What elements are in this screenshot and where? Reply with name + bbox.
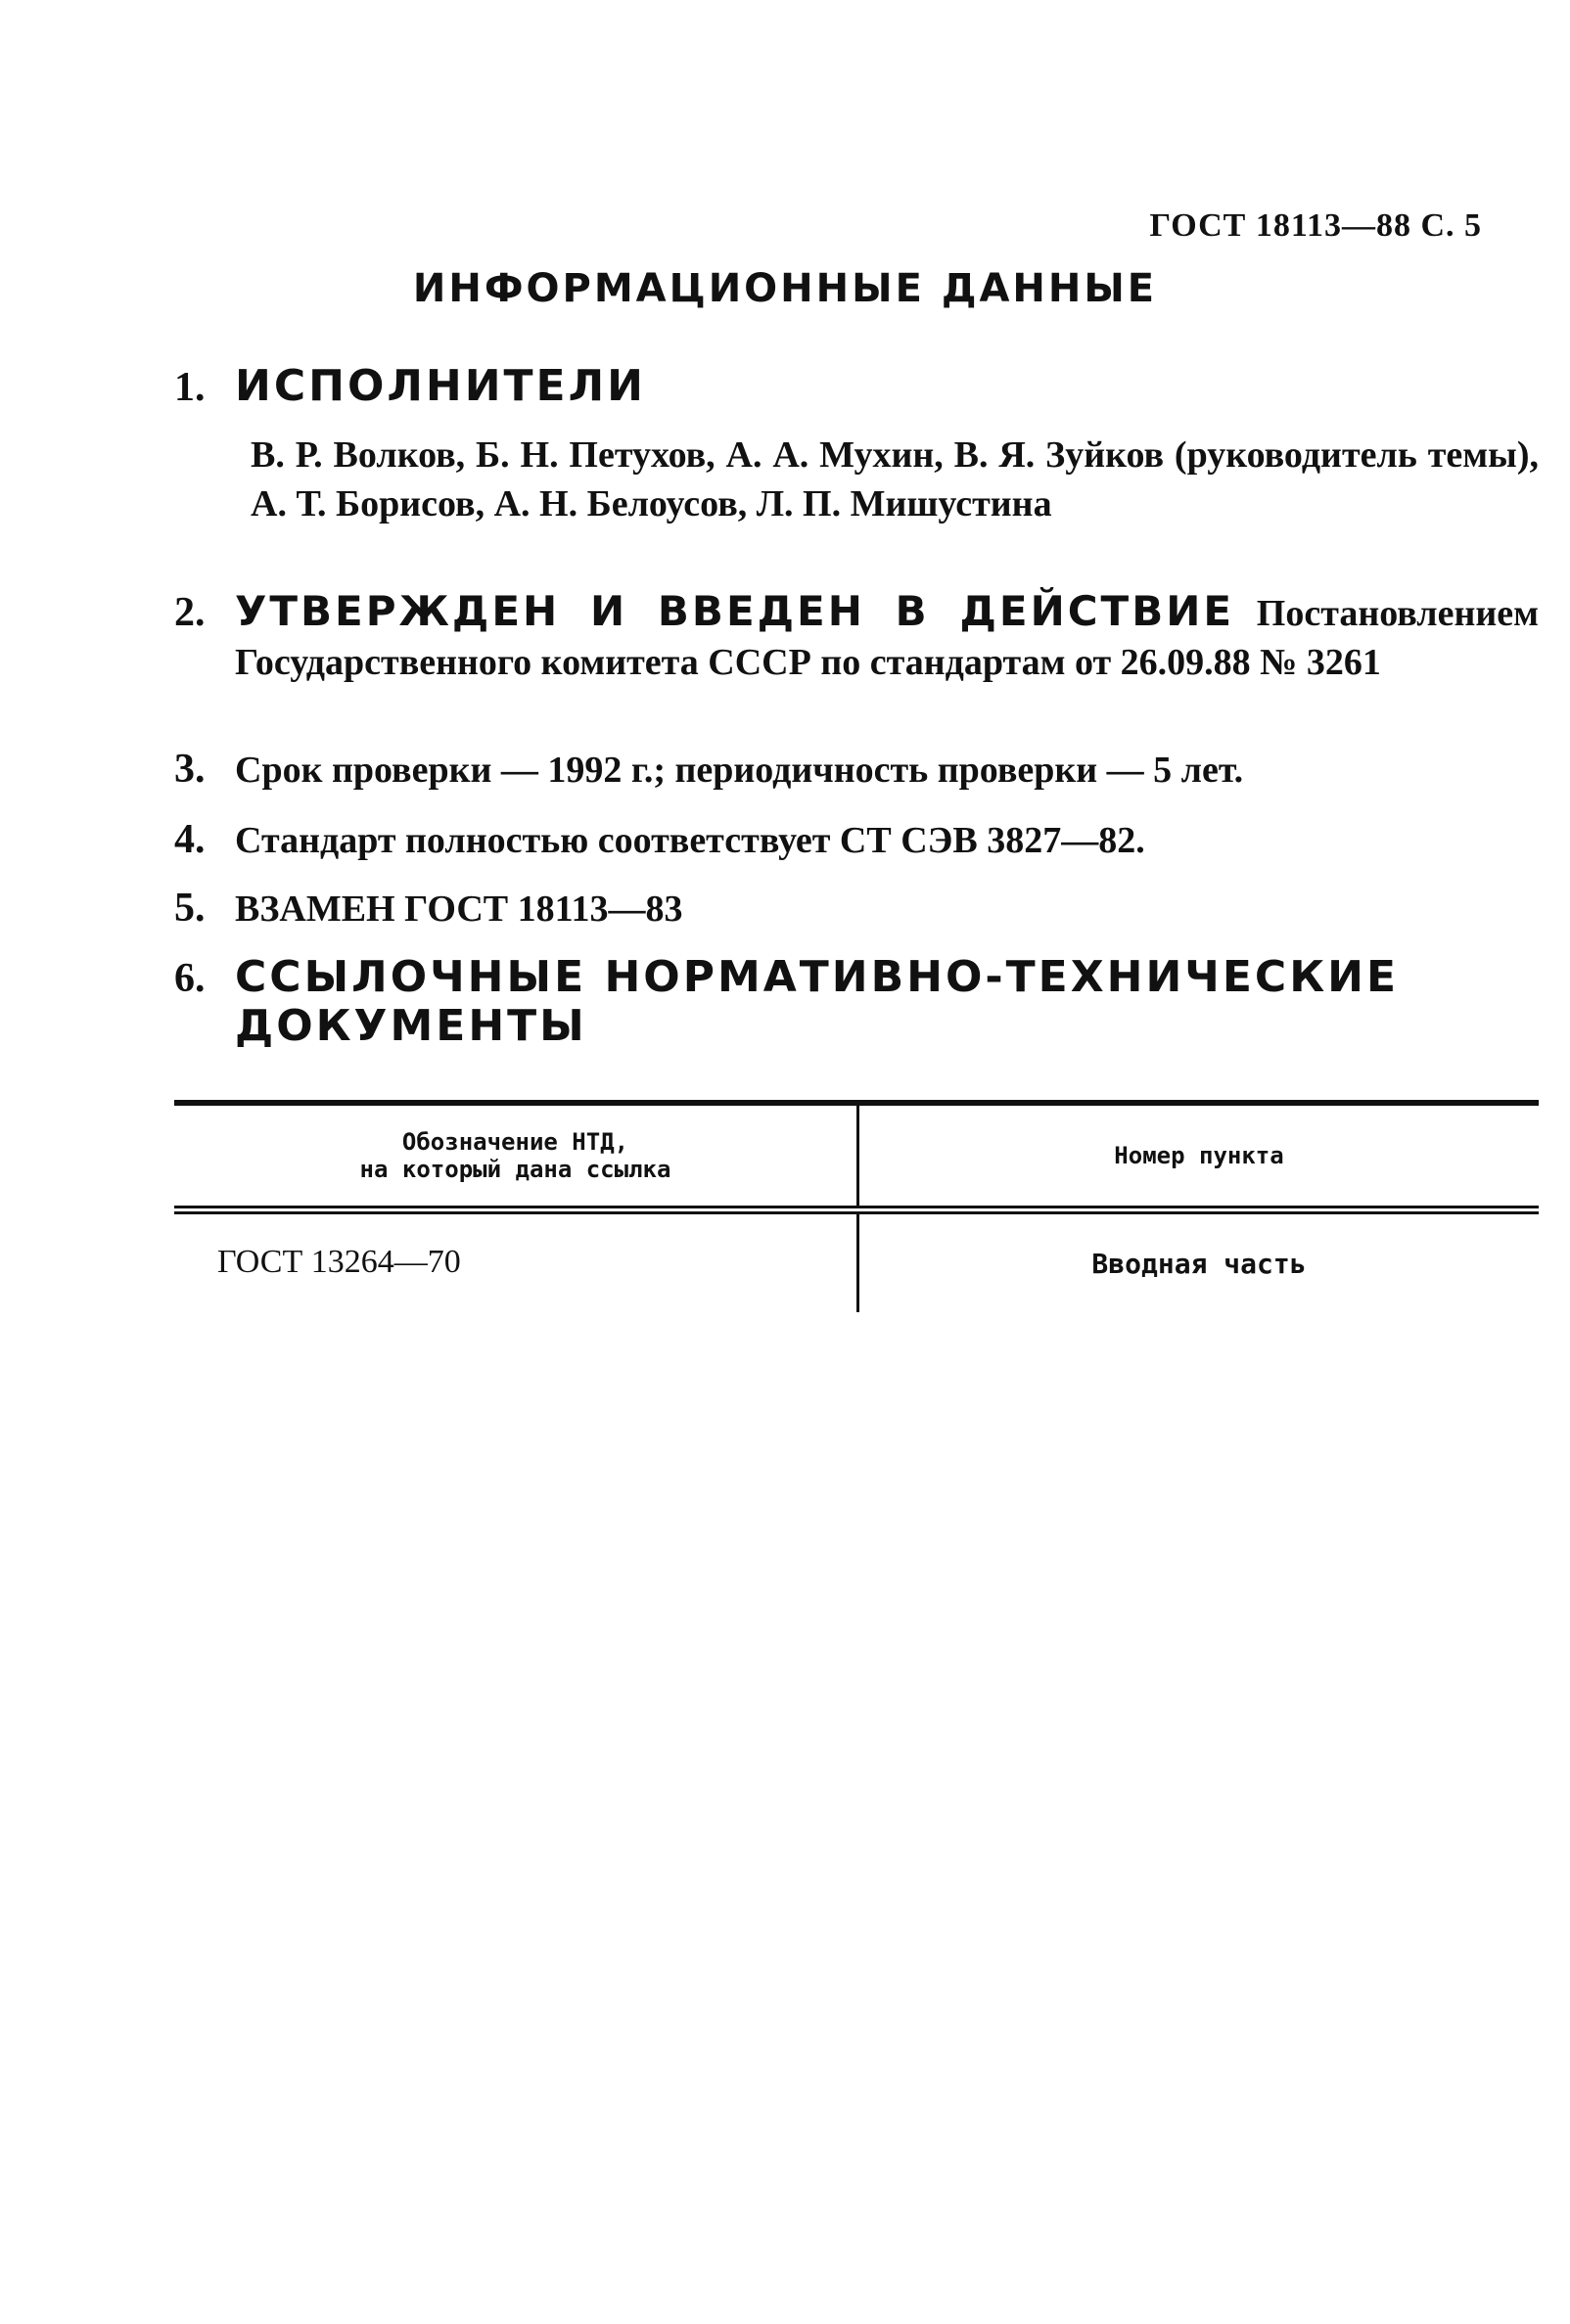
section-2-heading: УТВЕРЖДЕН И ВВЕДЕН В ДЕЙСТВИЕ <box>235 587 1235 635</box>
table-header-designation-line2: на который дана ссылка <box>359 1156 671 1183</box>
section-1-heading: ИСПОЛНИТЕЛИ <box>235 361 646 411</box>
section-2-body: Постановлением Государственного комитета СССР по стандартам от 26.09.88 № 3261 <box>235 593 1540 683</box>
section-4-body: Стандарт полностью соответствует СТ СЭВ 3827—82. <box>235 820 1145 861</box>
section-2-number: 2. <box>174 590 206 635</box>
section-6-heading: ССЫЛОЧНЫЕ НОРМАТИВНО-ТЕХНИЧЕСКИЕ ДОКУМЕНТЫ <box>235 952 1400 1051</box>
section-4-number: 4. <box>174 817 206 862</box>
table-cell-designation: ГОСТ 13264—70 <box>174 1214 859 1312</box>
table-header-row <box>174 1106 1539 1206</box>
section-5-body: ВЗАМЕН ГОСТ 18113—83 <box>235 889 683 930</box>
table-header-designation-line1: Обозначение НТД, <box>401 1128 629 1156</box>
table-cell-clause: Вводная часть <box>1091 1248 1307 1280</box>
section-3-number: 3. <box>174 747 206 792</box>
table-header-designation <box>174 1106 859 1206</box>
section-3-body: Срок проверки — 1992 г.; периодичность проверки — 5 лет. <box>235 750 1244 791</box>
running-header: ГОСТ 18113—88 С. 5 <box>1149 207 1482 244</box>
section-5-number: 5. <box>174 886 206 931</box>
table-row <box>174 1214 1539 1312</box>
table-header-clause: Номер пункта <box>1114 1142 1284 1169</box>
section-1-number: 1. <box>174 365 206 410</box>
section-1-body: В. Р. Волков, Б. Н. Петухов, А. А. Мухин, В. Я. Зуйков (руководитель темы), А. Т. Борисов, А. Н. Белоусов, Л. П. Мишустина <box>251 434 1539 524</box>
reference-table <box>174 1100 1539 1312</box>
section-2-body-wrap <box>235 587 1539 687</box>
table-header-rule <box>174 1206 1539 1214</box>
section-6-number: 6. <box>174 956 206 1001</box>
document-title: ИНФОРМАЦИОННЫЕ ДАННЫЕ <box>412 266 1158 311</box>
